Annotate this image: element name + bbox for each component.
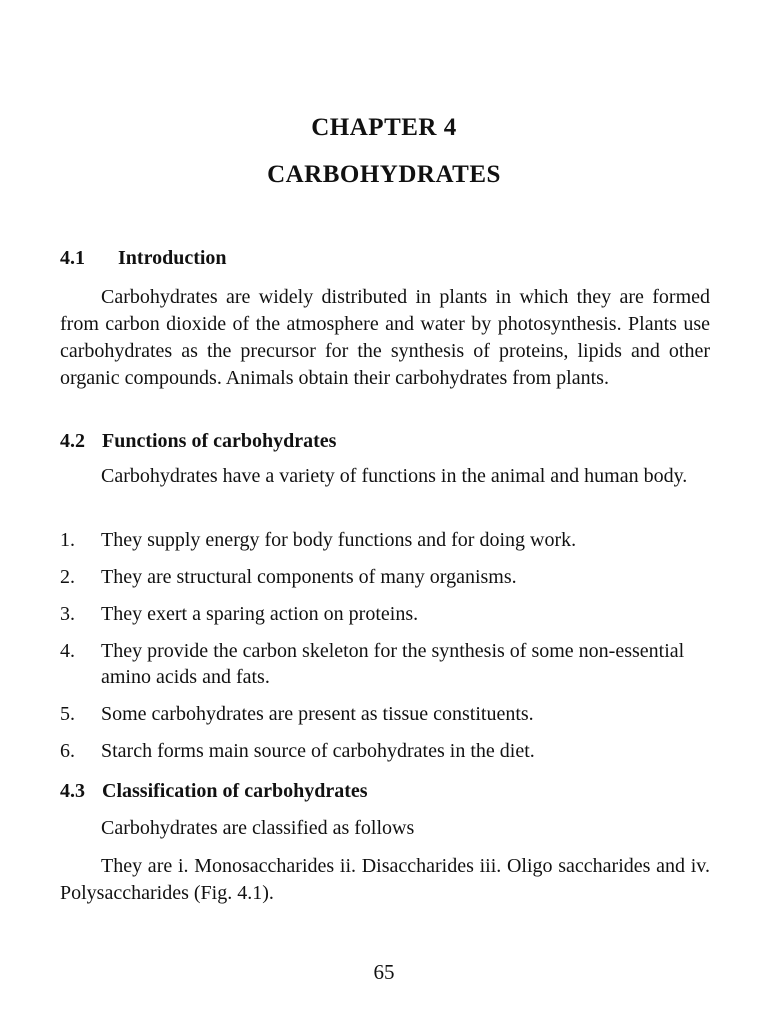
list-item-text: They supply energy for body functions and for doing work. [101,529,577,551]
section-number: 4.2 [60,430,85,452]
section-number: 4.3 [60,780,85,802]
list-item-text: They provide the carbon skeleton for the synthesis of some non-essential amino acids and fats. [101,640,685,688]
section-heading-classification [60,778,368,804]
list-marker: 1. [60,529,75,551]
introduction-paragraph: Carbohydrates are widely distributed in plants in which they are formed from carbon dioxide of the atmosphere and water by photosynthesis. Plants use carbohydrates as the precursor for the synthesis of proteins, lipids and other organic compounds. Animals obtain their carbohydrates from plants. [60,286,710,389]
section-heading-introduction [60,245,227,271]
list-marker: 6. [60,740,75,762]
section-title: Functions of carbohydrates [102,430,337,452]
list-marker: 2. [60,566,75,588]
list-marker: 3. [60,603,75,625]
classification-types-paragraph: They are i. Monosaccharides ii. Disaccharides iii. Oligo saccharides and iv. Polysaccharides (Fig. 4.1). [60,855,710,904]
list-item-text: Starch forms main source of carbohydrates in the diet. [101,740,535,762]
chapter-number: CHAPTER 4 [311,114,457,141]
list-item-text: They are structural components of many organisms. [101,566,517,588]
list-item [60,601,710,627]
functions-paragraph: Carbohydrates have a variety of functions in the animal and human body. [101,465,688,487]
list-item [60,527,710,553]
section-title: Introduction [118,247,227,269]
list-item-text: They exert a sparing action on proteins. [101,603,419,625]
list-item [60,638,710,690]
classification-paragraph: Carbohydrates are classified as follows [101,817,415,839]
list-item [60,564,710,590]
list-item [60,701,710,727]
list-item [60,738,710,764]
list-marker: 4. [60,640,75,662]
section-number: 4.1 [60,247,85,269]
section-heading-functions [60,428,336,454]
functions-list [60,527,710,775]
section-title: Classification of carbohydrates [102,780,368,802]
chapter-title: CARBOHYDRATES [267,161,501,188]
list-marker: 5. [60,703,75,725]
list-item-text: Some carbohydrates are present as tissue constituents. [101,703,534,725]
page-number: 65 [373,960,395,984]
